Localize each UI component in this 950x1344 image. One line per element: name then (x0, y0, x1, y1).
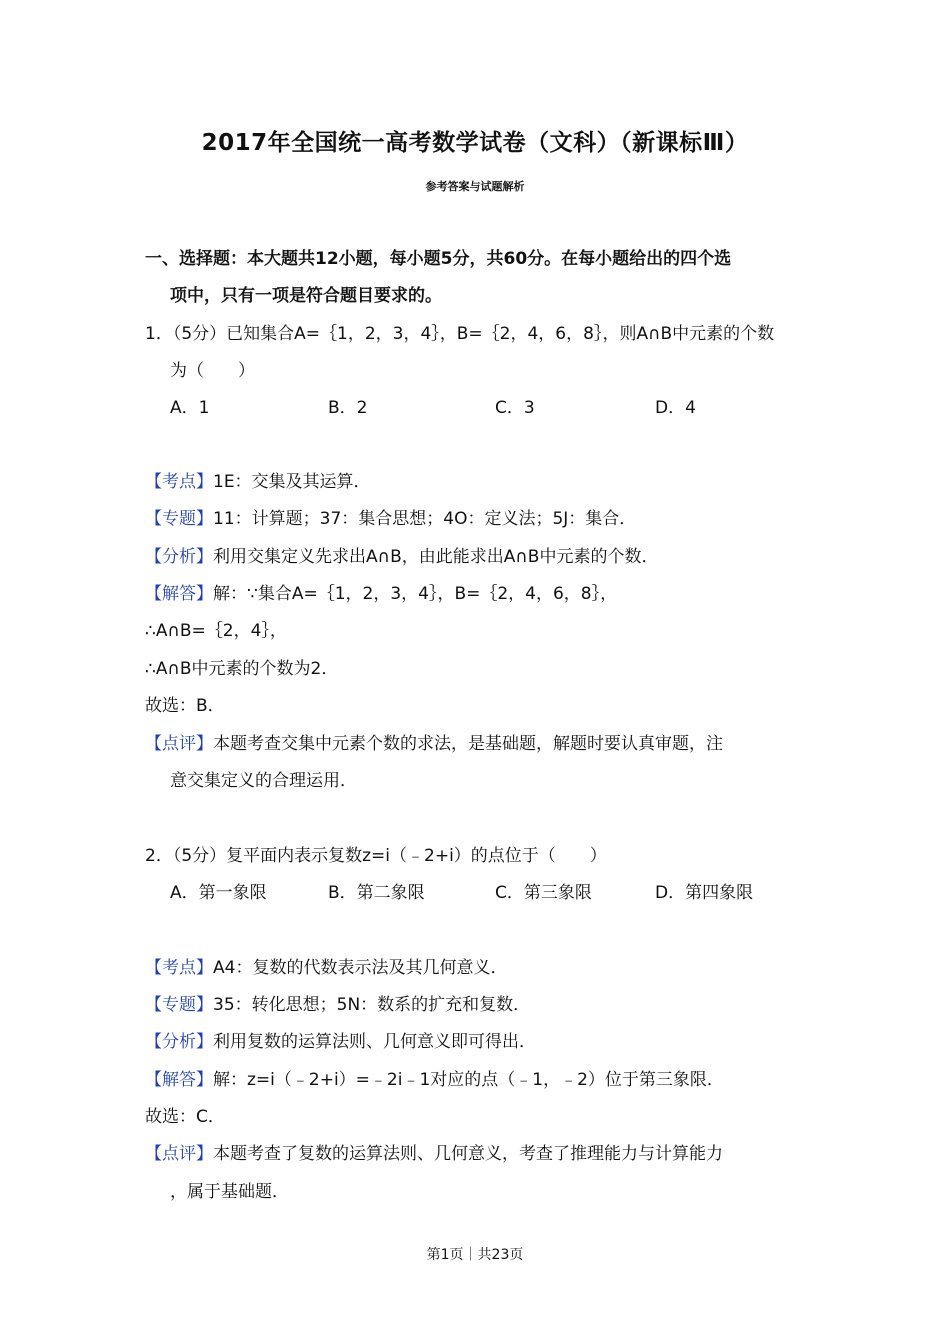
q1-zhuanti (145, 507, 636, 531)
q1-kaodian (145, 470, 371, 494)
q1-stem-line2: 为（ ） (170, 361, 255, 381)
q2-zhuanti-text: 35：转化思想；5N：数系的扩充和复数． (213, 995, 531, 1015)
page-footer: 第1页｜共23页 (426, 1247, 524, 1263)
q1-option-d: D．4 (655, 398, 696, 418)
q1-kaodian-tag: 【考点】 (145, 472, 213, 492)
q2-option-d: D．第四象限 (655, 883, 754, 903)
q1-step1: ∴A∩B=｛2，4｝， (145, 621, 287, 641)
q2-kaodian (145, 956, 507, 980)
q2-fenxi-tag: 【分析】 (145, 1032, 213, 1052)
page-subtitle: 参考答案与试题解析 (425, 180, 525, 193)
q2-zhuanti (145, 993, 530, 1017)
q2-answer: 故选：C． (145, 1107, 225, 1127)
q2-dianping-line2: ，属于基础题． (170, 1182, 289, 1202)
q2-option-a: A．第一象限 (170, 883, 267, 903)
q1-step2: ∴A∩B中元素的个数为2． (145, 659, 339, 679)
q2-dianping-text: 本题考查了复数的运算法则、几何意义，考查了推理能力与计算能力 (213, 1144, 723, 1164)
q1-dianping-tag: 【点评】 (145, 734, 213, 754)
q2-fenxi-text: 利用复数的运算法则、几何意义即可得出． (213, 1032, 536, 1052)
q1-fenxi (145, 545, 658, 569)
q2-zhuanti-tag: 【专题】 (145, 995, 213, 1015)
q1-zhuanti-tag: 【专题】 (145, 509, 213, 529)
q1-fenxi-text: 利用交集定义先求出A∩B，由此能求出A∩B中元素的个数． (213, 547, 659, 567)
q1-jieda-tag: 【解答】 (145, 584, 213, 604)
q1-fenxi-tag: 【分析】 (145, 547, 213, 567)
q1-option-a: A．1 (170, 398, 210, 418)
q2-jieda (145, 1068, 724, 1092)
q2-fenxi (145, 1030, 536, 1054)
q2-kaodian-tag: 【考点】 (145, 958, 213, 978)
q2-option-b: B．第二象限 (328, 883, 425, 903)
q1-option-c: C．3 (495, 398, 535, 418)
q1-dianping (145, 732, 723, 756)
q2-dianping (145, 1142, 723, 1166)
q2-kaodian-text: A4：复数的代数表示法及其几何意义． (213, 958, 508, 978)
q1-kaodian-text: 1E：交集及其运算． (213, 472, 371, 492)
q2-jieda-text: 解：z=i（﹣2+i）=﹣2i﹣1对应的点（﹣1，﹣2）位于第三象限． (213, 1070, 724, 1090)
page-title: 2017年全国统一高考数学试卷（文科）（新课标Ⅲ） (201, 130, 749, 156)
q1-zhuanti-text: 11：计算题；37：集合思想；4O：定义法；5J：集合． (213, 509, 637, 529)
section-heading-line1: 一、选择题：本大题共12小题，每小题5分，共60分。在每小题给出的四个选 (145, 249, 732, 269)
section-heading-line2: 项中，只有一项是符合题目要求的。 (170, 286, 442, 306)
q1-jieda-text: 解：∵集合A=｛1，2，3，4｝，B=｛2，4，6，8｝， (213, 584, 618, 604)
q1-jieda (145, 582, 617, 606)
q2-stem-line1: 2．（5分）复平面内表示复数z=i（﹣2+i）的点位于（ ） (145, 846, 607, 866)
q2-option-c: C．第三象限 (495, 883, 592, 903)
q2-jieda-tag: 【解答】 (145, 1070, 213, 1090)
q2-dianping-tag: 【点评】 (145, 1144, 213, 1164)
q1-dianping-line2: 意交集定义的合理运用． (170, 771, 357, 791)
q1-option-b: B．2 (328, 398, 368, 418)
q1-answer: 故选：B． (145, 696, 225, 716)
q1-dianping-text: 本题考查交集中元素个数的求法，是基础题，解题时要认真审题，注 (213, 734, 723, 754)
q1-stem-line1: 1．（5分）已知集合A=｛1，2，3，4｝，B=｛2，4，6，8｝，则A∩B中元素的个数 (145, 324, 775, 344)
